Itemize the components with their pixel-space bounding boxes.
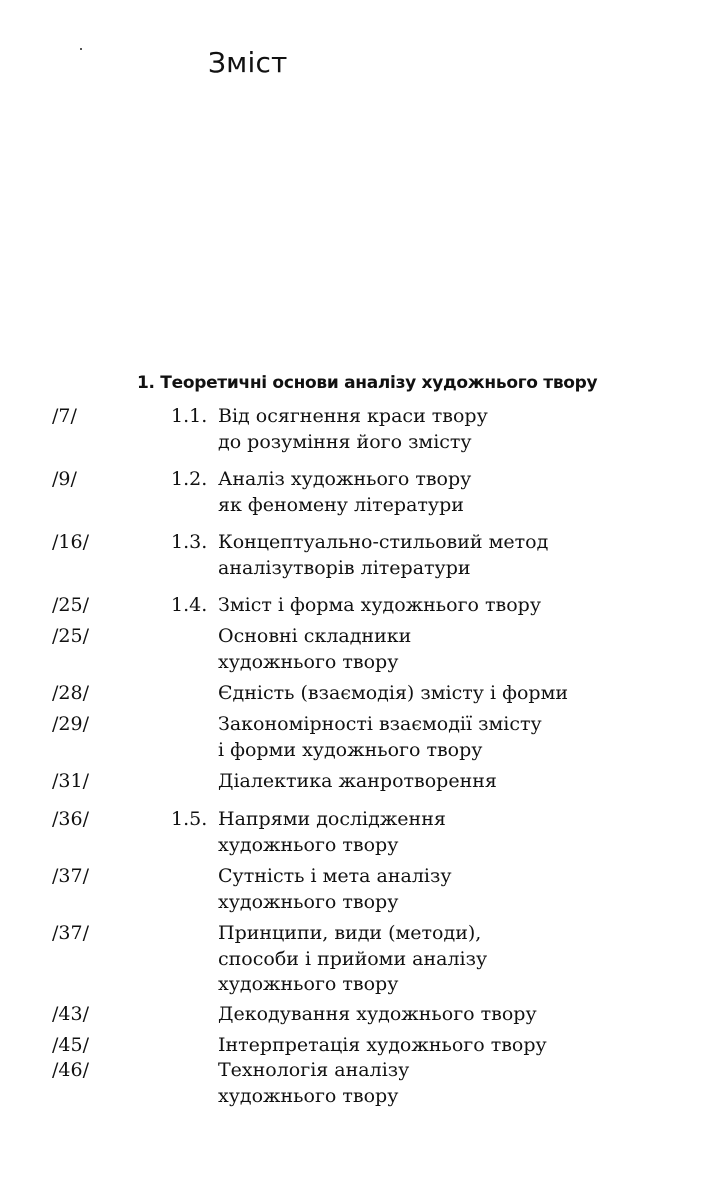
page-number: /36/ — [52, 808, 89, 830]
entry-title: Інтерпретація художнього твору — [218, 1034, 547, 1056]
section-number: 1.5. — [171, 808, 208, 830]
page-number: /45/ — [52, 1034, 89, 1056]
section-number: 1.3. — [171, 531, 208, 553]
entry-title: Принципи, види (методи), способи і прийоми аналізу художнього твору — [218, 922, 488, 995]
entry-title: Від осягнення краси твору до розуміння його змісту — [218, 405, 488, 453]
entry-title: Технологія аналізу художнього твору — [218, 1059, 410, 1107]
section-number: 1.4. — [171, 594, 208, 616]
page-number: /46/ — [52, 1059, 89, 1081]
page-number: /31/ — [52, 770, 89, 792]
section-number: 1.1. — [171, 405, 208, 427]
entry-title: Основні складники художнього твору — [218, 625, 412, 673]
page-number: /29/ — [52, 713, 89, 735]
entry-title: Єдність (взаємодія) змісту і форми — [218, 682, 569, 704]
entry-title: Закономірності взаємодії змісту і форми художнього твору — [218, 713, 542, 761]
page-number: /9/ — [52, 468, 77, 490]
page-number: /43/ — [52, 1003, 89, 1025]
section-heading: 1. Теоретичні основи аналізу художнього твору — [137, 373, 598, 393]
page-number: /16/ — [52, 531, 89, 553]
page-number: /7/ — [52, 405, 77, 427]
section-number: 1.2. — [171, 468, 208, 490]
scan-speck — [80, 48, 82, 50]
entry-title: Зміст і форма художнього твору — [218, 594, 541, 616]
entry-title: Декодування художнього твору — [218, 1003, 537, 1025]
entry-title: Концептуально-стильовий метод аналізутворів літератури — [218, 531, 549, 579]
page-number: /25/ — [52, 594, 89, 616]
entry-title: Сутність і мета аналізу художнього твору — [218, 865, 452, 913]
entry-title: Діалектика жанротворення — [218, 770, 497, 792]
page-number: /37/ — [52, 922, 89, 944]
entry-title: Аналіз художнього твору як феномену літератури — [218, 468, 472, 516]
entry-title: Напрями дослідження художнього твору — [218, 808, 446, 856]
page-number: /28/ — [52, 682, 89, 704]
page-title: Зміст — [208, 46, 288, 79]
page-number: /37/ — [52, 865, 89, 887]
page-number: /25/ — [52, 625, 89, 647]
